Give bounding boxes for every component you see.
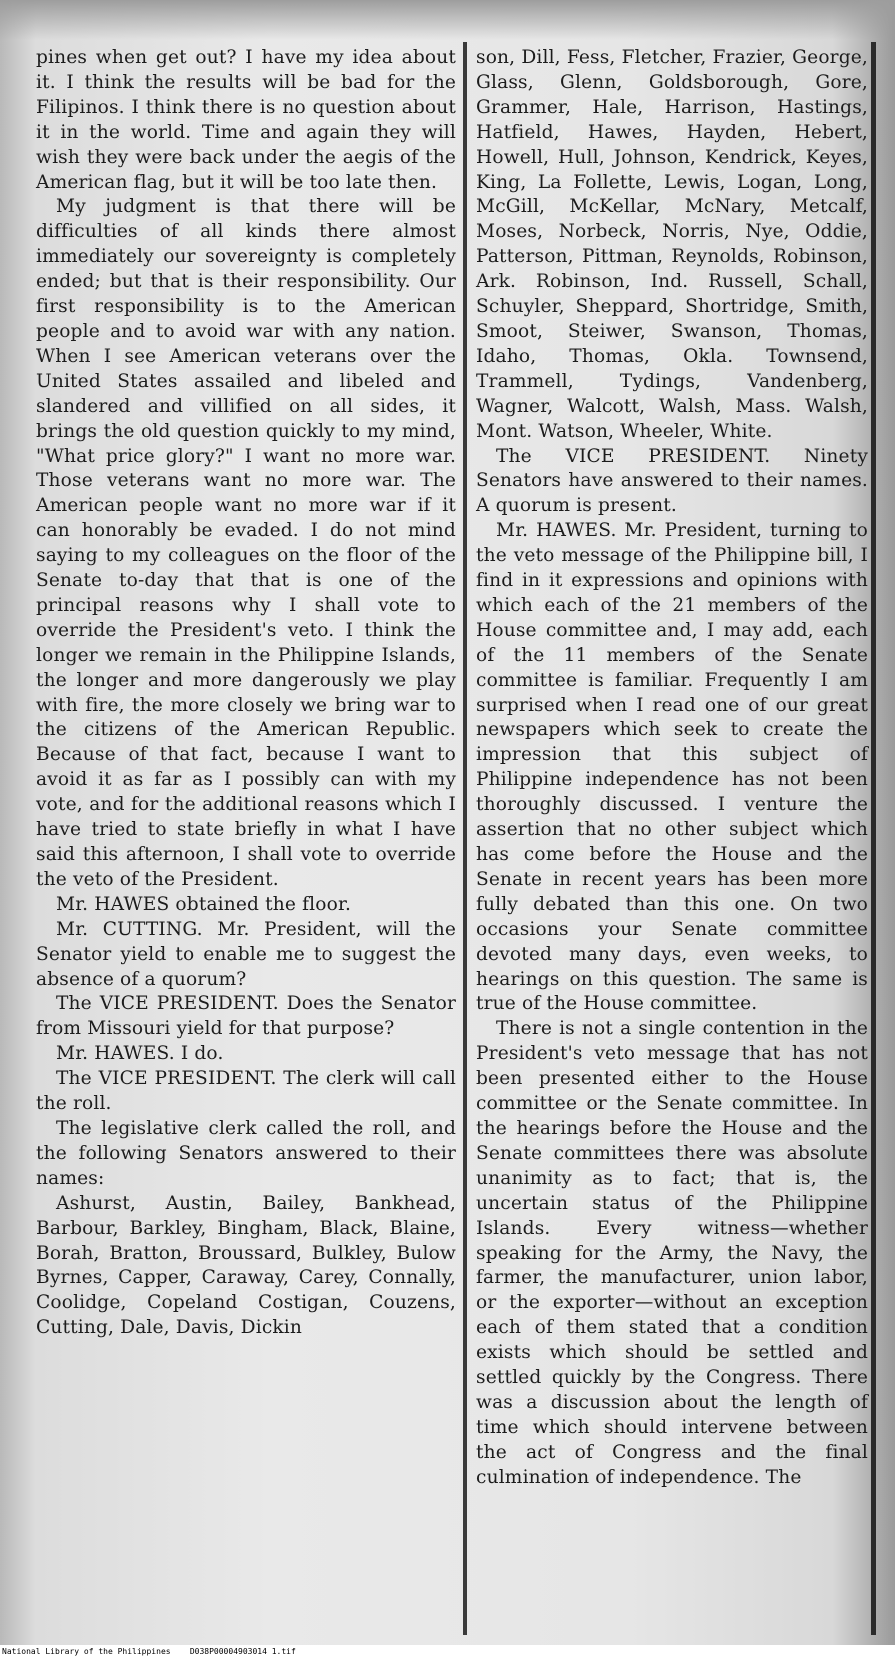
paragraph: The VICE PRESIDENT. The clerk will call the roll.	[36, 1068, 456, 1115]
column-edge	[871, 42, 876, 1635]
paragraph: The legislative clerk called the roll, and the following Senators answered to their names:	[36, 1117, 456, 1189]
paragraph: Ashurst, Austin, Bailey, Bankhead, Barbour, Barkley, Bingham, Black, Blaine, Borah, Bratton, Broussard, Bulkley, Bulow Byrnes, Capper, Caraway, Carey, Connally, Coolidge, Copeland Costigan, Couzens, Cutting, Dale, Davis, Dickin	[36, 1192, 456, 1339]
right-column	[476, 46, 868, 1633]
paragraph: The VICE PRESIDENT. Ninety Senators have answered to their names. A quorum is present.	[476, 445, 868, 517]
paragraph: Mr. HAWES. I do.	[56, 1043, 224, 1065]
left-column	[36, 46, 456, 1633]
paragraph: Mr. CUTTING. Mr. President, will the Senator yield to enable me to suggest the absence of a quorum?	[36, 918, 456, 990]
paragraph: son, Dill, Fess, Fletcher, Frazier, George, Glass, Glenn, Goldsborough, Gore, Grammer, Hale, Harrison, Hastings, Hatfield, Hawes, Hayden, Hebert, Howell, Hull, Johnson, Kendrick, Keyes, King, La Follette, Lewis, Logan, Long, McGill, McKellar, McNary, Metcalf, Moses, Norbeck, Norris, Nye, Oddie, Patterson, Pittman, Reynolds, Robinson, Ark. Robinson, Ind. Russell, Schall, Schuyler, Sheppard, Shortridge, Smith, Smoot, Steiwer, Swanson, Thomas, Idaho, Thomas, Okla. Townsend, Trammell, Tydings, Vandenberg, Wagner, Walcott, Walsh, Mass. Walsh, Mont. Watson, Wheeler, White.	[476, 47, 868, 442]
paragraph: My judgment is that there will be difficulties of all kinds there almost immediately our sovereignty is completely ended; but that is their responsibility. Our first responsibility is to the American people and to avoid war with any nation. When I see American veterans over the United States assailed and libeled and slandered and villified on all sides, it brings the old question quickly to my mind, "What price glory?" I want no more war. Those veterans want no more war. The American people want no more war if it can honorably be evaded. I do not mind saying to my colleagues on the floor of the Senate to-day that that is one of the principal reasons why I shall vote to override the President's veto. I think the longer we remain in the Philippine Islands, the longer and more dangerously we play with fire, the more closely we bring war to the citizens of the American Republic. Because of that fact, because I want to avoid it as far as I possibly can with my vote, and for the additional reasons which I have tried to state briefly in what I have said this afternoon, I shall vote to override the veto of the President.	[36, 196, 456, 890]
paragraph: There is not a single contention in the President's veto message that has not been presented either to the House committee or the Senate committee. In the hearings before the House and the Senate committees there was absolute unanimity as to fact; that is, the uncertain status of the Philippine Islands. Every witness—whether speaking for the Army, the Navy, the farmer, the manufacturer, union labor, or the exporter—without an exception each of them stated that a condition exists which should be settled and settled quickly by the Congress. There was a discussion about the length of time which should intervene between the act of Congress and the final culmination of independence. The	[476, 1018, 868, 1488]
paragraph: pines when get out? I have my idea about it. I think the results will be bad for the Filipinos. I think there is no question about it in the world. Time and again they will wish they were back under the aegis of the American flag, but it will be too late then.	[36, 47, 456, 193]
paragraph: Mr. HAWES obtained the floor.	[56, 893, 352, 915]
paragraph: Mr. HAWES. Mr. President, turning to the veto message of the Philippine bill, I find in it expressions and opinions with which each of the 21 members of the House committee and, I may add, each of the 11 members of the Senate committee is familiar. Frequently I am surprised when I read one of our great newspapers which seek to create the impression that this subject of Philippine independence has not been thoroughly discussed. I venture the assertion that no other subject which has come before the House and the Senate in recent years has been more fully debated than this one. On two occasions your Senate committee devoted many days, even weeks, to hearings on this question. The same is true of the House committee.	[476, 520, 868, 1015]
column-divider	[463, 42, 467, 1635]
scan-footer: National Library of the Philippines D038P00004903014 1.tif	[0, 1645, 895, 1658]
paragraph: The VICE PRESIDENT. Does the Senator from Missouri yield for that purpose?	[36, 993, 456, 1040]
